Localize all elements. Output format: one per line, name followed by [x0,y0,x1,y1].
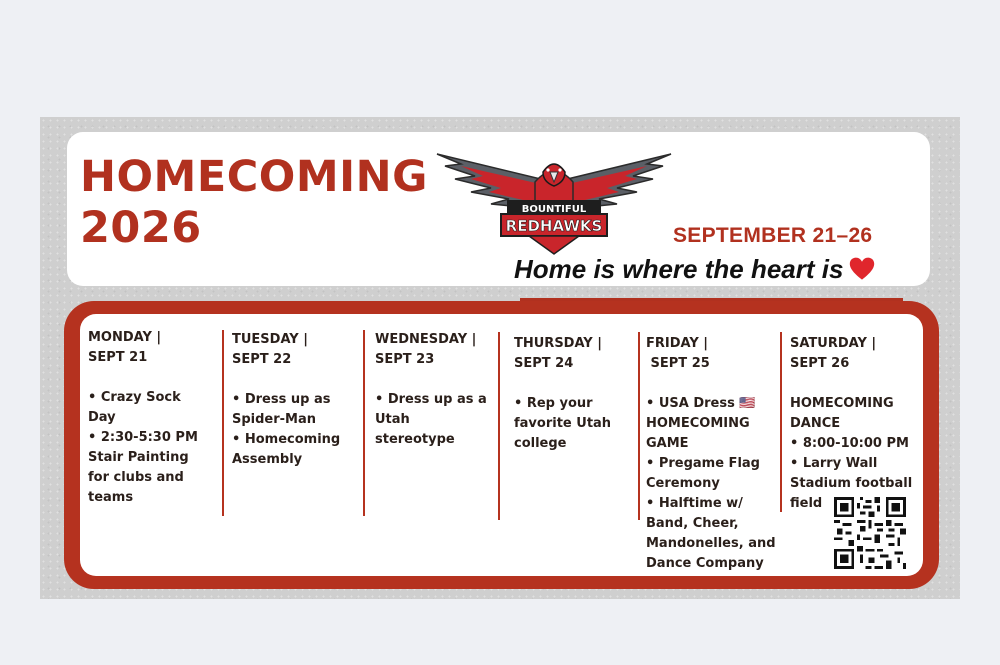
day-line: field [790,496,823,511]
day-line: favorite Utah [514,416,612,431]
day-line: • Rep your [514,396,593,411]
event-dates: SEPTEMBER 21–26 [673,224,873,247]
day-line: • 8:00-10:00 PM [790,436,909,451]
day-line: Dance Company [646,556,764,571]
flyer-title [80,152,428,254]
day-thursday [514,334,611,454]
day-line: for clubs and [88,470,184,485]
flyer-header [67,132,930,286]
day-line: HOMECOMING [646,416,750,431]
column-divider [498,332,500,520]
day-name: SATURDAY | [790,336,877,351]
logo-text-bottom: REDHAWKS [505,217,603,235]
day-line: HOMECOMING [790,396,894,411]
day-date: SEPT 22 [232,352,292,367]
day-line: stereotype [375,432,455,447]
day-line: Day [88,410,116,425]
day-line: • USA Dress 🇺🇸 [646,396,756,411]
column-divider [363,330,365,516]
day-line: • Dress up as [232,392,331,407]
day-date: SEPT 21 [88,350,148,365]
day-date: SEPT 24 [514,356,574,371]
day-line: teams [88,490,134,505]
day-friday [646,334,776,574]
day-line: Spider-Man [232,412,317,427]
day-line: • Larry Wall [790,456,878,471]
schedule-panel [80,314,923,576]
day-saturday [790,334,912,514]
column-divider [638,332,640,520]
day-date: SEPT 25 [646,356,710,371]
day-line: Assembly [232,452,303,467]
day-line: GAME [646,436,689,451]
column-divider [780,332,782,512]
day-line: Ceremony [646,476,720,491]
homecoming-flyer [40,117,960,599]
day-date: SEPT 26 [790,356,850,371]
day-line: college [514,436,567,451]
day-monday [88,328,198,508]
day-line: Utah [375,412,410,427]
day-line: • 2:30-5:30 PM [88,430,198,445]
title-line-1: HOMECOMING [80,152,428,202]
day-line: Band, Cheer, [646,516,739,531]
day-name: TUESDAY | [232,332,308,347]
day-name: FRIDAY | [646,336,709,351]
day-line: Mandonelles, and [646,536,776,551]
day-line: • Crazy Sock [88,390,181,405]
day-name: WEDNESDAY | [375,332,477,347]
red-heart-icon [849,256,875,282]
qr-code-icon[interactable] [834,497,906,569]
logo-text-top: BOUNTIFUL [521,204,587,215]
schedule-frame [64,301,939,589]
day-line: DANCE [790,416,841,431]
day-wednesday [375,330,487,450]
day-line: • Halftime w/ [646,496,743,511]
day-line: • Dress up as a [375,392,487,407]
redhawks-logo [431,142,677,256]
day-line: Stadium football [790,476,913,491]
day-tuesday [232,330,340,470]
motto [514,254,875,285]
motto-text: Home is where the heart is [514,254,844,284]
day-name: THURSDAY | [514,336,602,351]
day-name: MONDAY | [88,330,162,345]
day-date: SEPT 23 [375,352,435,367]
column-divider [222,330,224,516]
day-line: • Pregame Flag [646,456,760,471]
title-line-2: 2026 [80,203,202,253]
day-line: Stair Painting [88,450,189,465]
day-line: • Homecoming [232,432,341,447]
